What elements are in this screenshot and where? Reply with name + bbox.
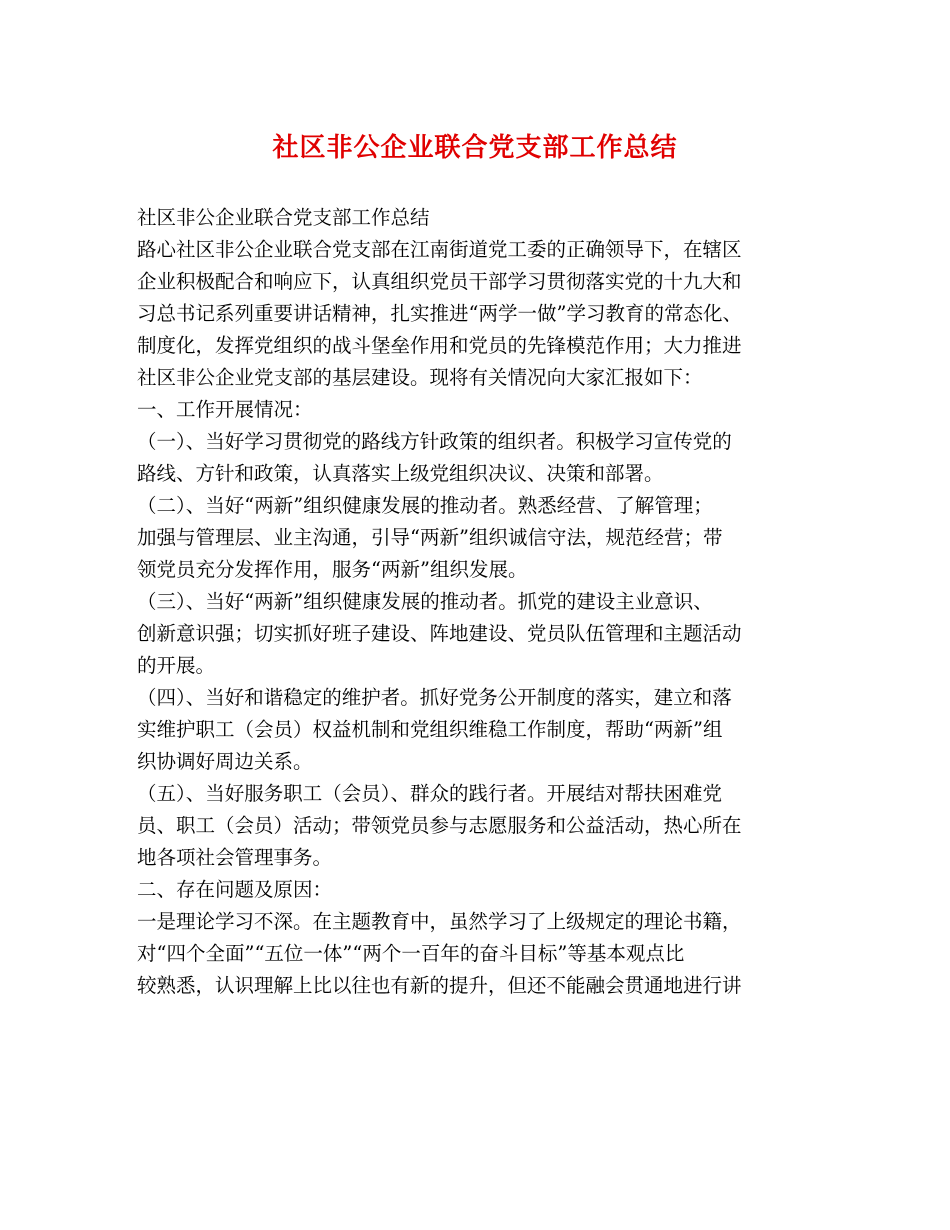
text-line: 领党员充分发挥作用，服务“两新”组织发展。 bbox=[137, 558, 528, 581]
document-title: 社区非公企业联合党支部工作总结 bbox=[272, 133, 678, 163]
section-heading: 二、存在问题及原因： bbox=[137, 878, 333, 901]
text-line: （五）、当好服务职工（会员）、群众的践行者。开展结对帮扶困难党 bbox=[137, 782, 723, 805]
text-line: 路线、方针和政策，认真落实上级党组织决议、决策和部署。 bbox=[137, 462, 664, 485]
text-line: 地各项社会管理事务。 bbox=[137, 846, 333, 869]
text-line: 一是理论学习不深。在主题教育中，虽然学习了上级规定的理论书籍， bbox=[137, 910, 742, 933]
text-line: 创新意识强；切实抓好班子建设、阵地建设、党员队伍管理和主题活动 bbox=[137, 622, 742, 645]
text-line: 织协调好周边关系。 bbox=[137, 750, 313, 773]
text-line: 社区非公企业党支部的基层建设。现将有关情况向大家汇报如下： bbox=[137, 366, 703, 389]
text-line: 较熟悉，认识理解上比以往也有新的提升，但还不能融会贯通地进行讲 bbox=[137, 974, 742, 997]
text-line: （一）、当好学习贯彻党的路线方针政策的组织者。积极学习宣传党的 bbox=[137, 430, 732, 453]
text-line: 实维护职工（会员）权益机制和党组织维稳工作制度，帮助“两新”组 bbox=[137, 718, 723, 741]
text-line: （四）、当好和谐稳定的维护者。抓好党务公开制度的落实，建立和落 bbox=[137, 686, 732, 709]
text-line: 加强与管理层、业主沟通，引导“两新”组织诚信守法，规范经营；带 bbox=[137, 526, 723, 549]
text-line: 路心社区非公企业联合党支部在江南街道党工委的正确领导下，在辖区 bbox=[137, 238, 742, 261]
text-line: 社区非公企业联合党支部工作总结 bbox=[137, 206, 430, 229]
text-line: 习总书记系列重要讲话精神，扎实推进“两学一做”学习教育的常态化、 bbox=[137, 302, 742, 325]
text-line: 对“四个全面”“五位一体”“两个一百年的奋斗目标”等基本观点比 bbox=[137, 942, 685, 965]
text-line: （三）、当好“两新”组织健康发展的推动者。抓党的建设主业意识、 bbox=[137, 590, 713, 613]
section-heading: 一、工作开展情况： bbox=[137, 398, 313, 421]
text-line: 的开展。 bbox=[137, 654, 216, 677]
text-line: 制度化，发挥党组织的战斗堡垒作用和党员的先锋模范作用；大力推进 bbox=[137, 334, 742, 357]
text-line: （二）、当好“两新”组织健康发展的推动者。熟悉经营、了解管理； bbox=[137, 494, 713, 517]
text-line: 企业积极配合和响应下，认真组织党员干部学习贯彻落实党的十九大和 bbox=[137, 270, 742, 293]
text-line: 员、职工（会员）活动；带领党员参与志愿服务和公益活动，热心所在 bbox=[137, 814, 742, 837]
document-body bbox=[137, 202, 837, 1002]
